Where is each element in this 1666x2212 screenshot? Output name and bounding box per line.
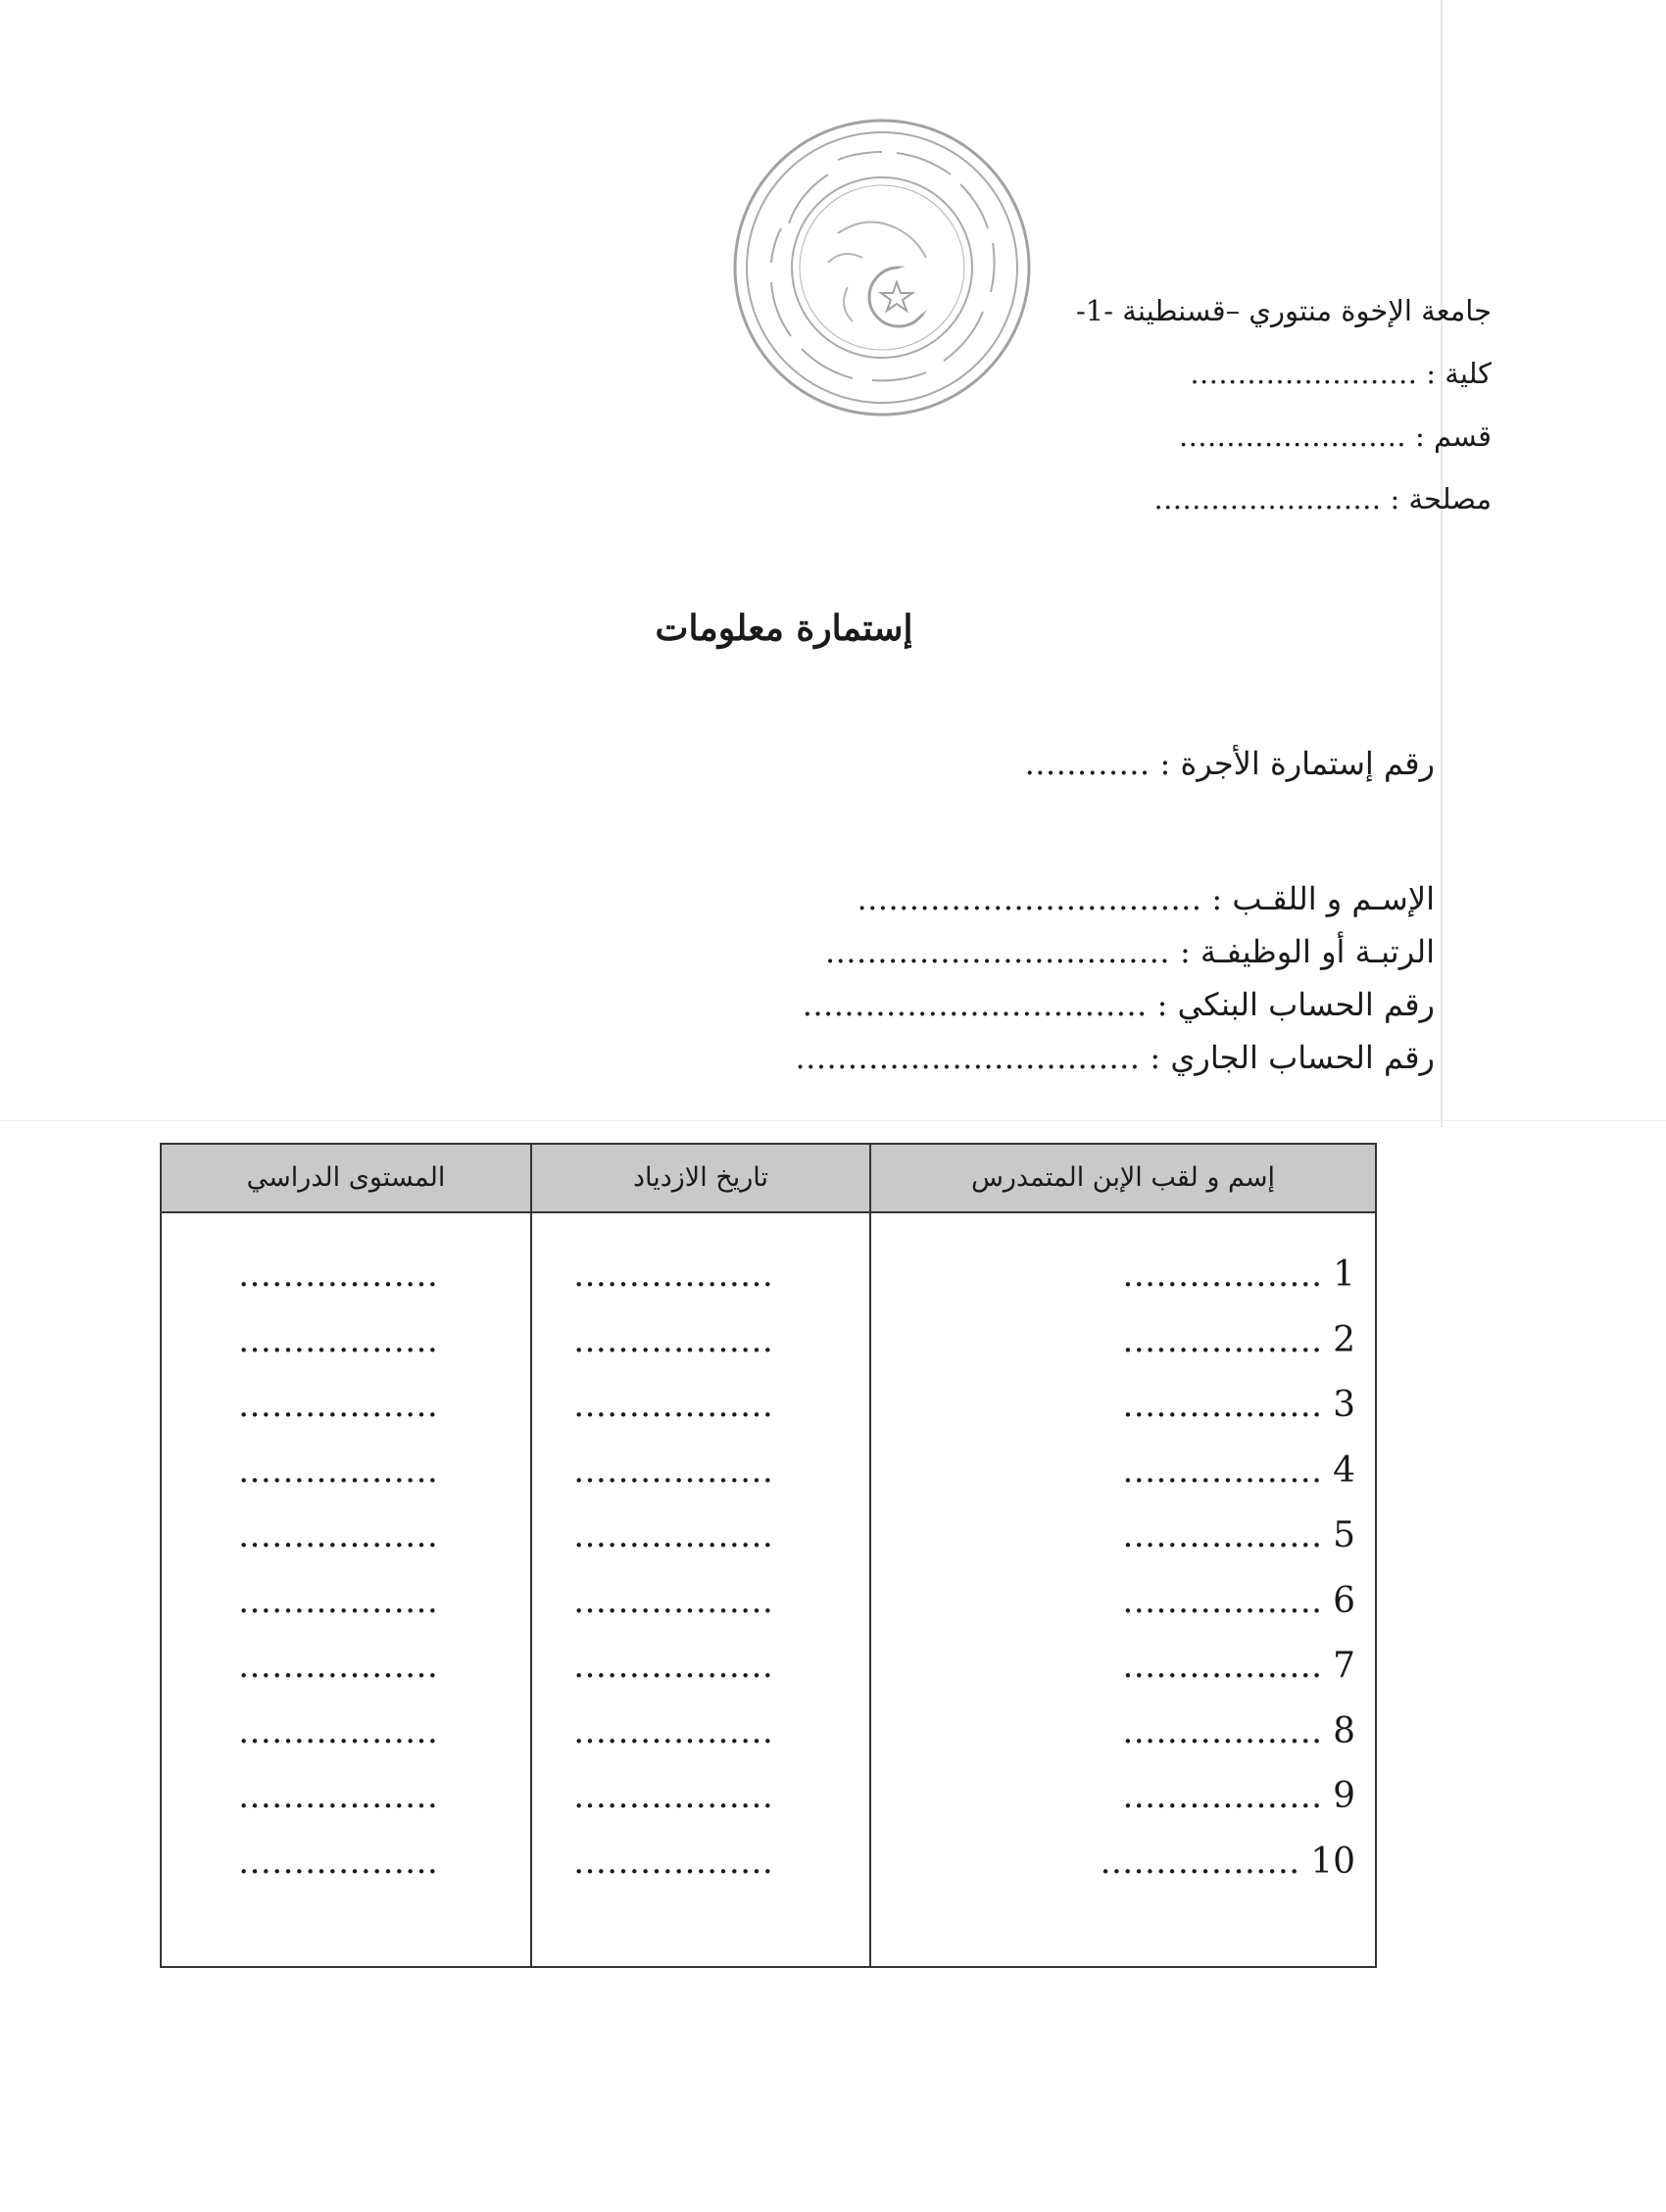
wage-form-number-label: رقم إستمارة الأجرة : xyxy=(1159,745,1435,782)
crescent-star-icon xyxy=(869,267,934,326)
table-row xyxy=(162,1503,1375,1568)
row-number: 4 xyxy=(1333,1450,1355,1491)
faculty-line xyxy=(943,342,1492,405)
table-row xyxy=(162,1699,1375,1764)
child-name-cell[interactable] xyxy=(1122,1699,1355,1764)
rank-field[interactable]: …………………………… xyxy=(824,933,1170,970)
study-level-field[interactable]: ……………… xyxy=(238,1386,438,1425)
department-label: قسم : xyxy=(1414,419,1492,453)
wage-form-number-line xyxy=(553,737,1435,790)
children-table xyxy=(160,1143,1377,1968)
current-account-line xyxy=(553,1031,1435,1084)
current-account-label: رقم الحساب الجاري : xyxy=(1150,1039,1435,1076)
row-number: 7 xyxy=(1333,1646,1355,1686)
header-study-level: المستوى الدراسي xyxy=(246,1162,446,1193)
child-name-cell[interactable] xyxy=(1122,1439,1355,1503)
child-name-field[interactable]: ……………… xyxy=(1122,1711,1323,1751)
child-name-field[interactable]: ……………… xyxy=(1100,1842,1300,1882)
full-name-line xyxy=(553,872,1435,925)
child-name-cell[interactable] xyxy=(1100,1830,1355,1894)
table-row xyxy=(162,1764,1375,1829)
table-row xyxy=(162,1243,1375,1307)
header-child-name: إسم و لقب الإبن المتمدرس xyxy=(970,1162,1276,1193)
document-header xyxy=(943,279,1492,530)
personal-info-fields xyxy=(553,737,1435,1084)
bank-account-line xyxy=(553,978,1435,1031)
birth-date-field[interactable]: ……………… xyxy=(573,1450,773,1491)
scan-edge-horizontal xyxy=(0,1120,1666,1121)
birth-date-field[interactable]: ……………… xyxy=(573,1647,773,1686)
row-number: 5 xyxy=(1333,1515,1355,1555)
full-name-field[interactable]: …………………………… xyxy=(857,880,1202,917)
form-title: إستمارة معلومات xyxy=(655,608,913,649)
birth-date-field[interactable]: ……………… xyxy=(573,1711,773,1751)
row-number: 6 xyxy=(1333,1580,1355,1621)
table-row xyxy=(162,1373,1375,1438)
rank-label: الرتبـة أو الوظيفـة : xyxy=(1179,933,1435,970)
child-name-cell[interactable] xyxy=(1122,1308,1355,1373)
study-level-field[interactable]: ……………… xyxy=(238,1255,438,1295)
row-number: 10 xyxy=(1310,1841,1355,1882)
scan-edge-vertical xyxy=(1441,0,1443,1127)
study-level-field[interactable]: ……………… xyxy=(238,1711,438,1751)
child-name-field[interactable]: ……………… xyxy=(1122,1777,1323,1816)
table-row xyxy=(162,1830,1375,1894)
birth-date-field[interactable]: ……………… xyxy=(573,1255,773,1295)
table-row xyxy=(162,1569,1375,1634)
row-number: 8 xyxy=(1333,1710,1355,1751)
birth-date-field[interactable]: ……………… xyxy=(573,1581,773,1621)
university-name: جامعة الإخوة منتوري –قسنطينة -1- xyxy=(1075,294,1492,327)
birth-date-field[interactable]: ……………… xyxy=(573,1386,773,1425)
department-line xyxy=(943,405,1492,467)
full-name-label: الإسـم و اللقـب : xyxy=(1211,880,1435,917)
child-name-cell[interactable] xyxy=(1122,1569,1355,1634)
current-account-field[interactable]: …………………………… xyxy=(795,1039,1141,1076)
child-name-cell[interactable] xyxy=(1122,1243,1355,1307)
child-name-field[interactable]: ……………… xyxy=(1122,1450,1323,1491)
row-number: 9 xyxy=(1333,1776,1355,1816)
table-row xyxy=(162,1634,1375,1698)
study-level-field[interactable]: ……………… xyxy=(238,1516,438,1555)
row-number: 1 xyxy=(1333,1254,1355,1295)
birth-date-field[interactable]: ……………… xyxy=(573,1777,773,1816)
row-number: 3 xyxy=(1333,1385,1355,1425)
child-name-cell[interactable] xyxy=(1122,1764,1355,1829)
faculty-field[interactable]: …………………… xyxy=(1190,357,1418,390)
child-name-cell[interactable] xyxy=(1122,1503,1355,1568)
rank-line xyxy=(553,925,1435,978)
study-level-field[interactable]: ……………… xyxy=(238,1777,438,1816)
table-row xyxy=(162,1439,1375,1503)
table-row xyxy=(162,1308,1375,1373)
header-birth-date: تاريخ الازدياد xyxy=(632,1162,769,1193)
service-line xyxy=(943,467,1492,530)
service-label: مصلحة : xyxy=(1390,482,1492,516)
child-name-cell[interactable] xyxy=(1122,1634,1355,1698)
child-name-field[interactable]: ……………… xyxy=(1122,1320,1323,1360)
child-name-field[interactable]: ……………… xyxy=(1122,1386,1323,1425)
birth-date-field[interactable]: ……………… xyxy=(573,1516,773,1555)
study-level-field[interactable]: ……………… xyxy=(238,1842,438,1882)
bank-account-label: رقم الحساب البنكي : xyxy=(1156,986,1435,1023)
birth-date-field[interactable]: ……………… xyxy=(573,1842,773,1882)
faculty-label: كلية : xyxy=(1426,357,1492,390)
study-level-field[interactable]: ……………… xyxy=(238,1320,438,1360)
child-name-field[interactable]: ……………… xyxy=(1122,1581,1323,1621)
table-header-row xyxy=(162,1145,1375,1213)
study-level-field[interactable]: ……………… xyxy=(238,1450,438,1491)
child-name-field[interactable]: ……………… xyxy=(1122,1255,1323,1295)
child-name-field[interactable]: ……………… xyxy=(1122,1647,1323,1686)
child-name-field[interactable]: ……………… xyxy=(1122,1516,1323,1555)
birth-date-field[interactable]: ……………… xyxy=(573,1320,773,1360)
service-field[interactable]: …………………… xyxy=(1153,482,1382,516)
study-level-field[interactable]: ……………… xyxy=(238,1581,438,1621)
row-number: 2 xyxy=(1333,1319,1355,1360)
study-level-field[interactable]: ……………… xyxy=(238,1647,438,1686)
department-field[interactable]: …………………… xyxy=(1178,419,1406,453)
bank-account-field[interactable]: …………………………… xyxy=(802,986,1148,1023)
child-name-cell[interactable] xyxy=(1122,1373,1355,1438)
wage-form-number-field[interactable]: ………… xyxy=(1024,745,1151,782)
